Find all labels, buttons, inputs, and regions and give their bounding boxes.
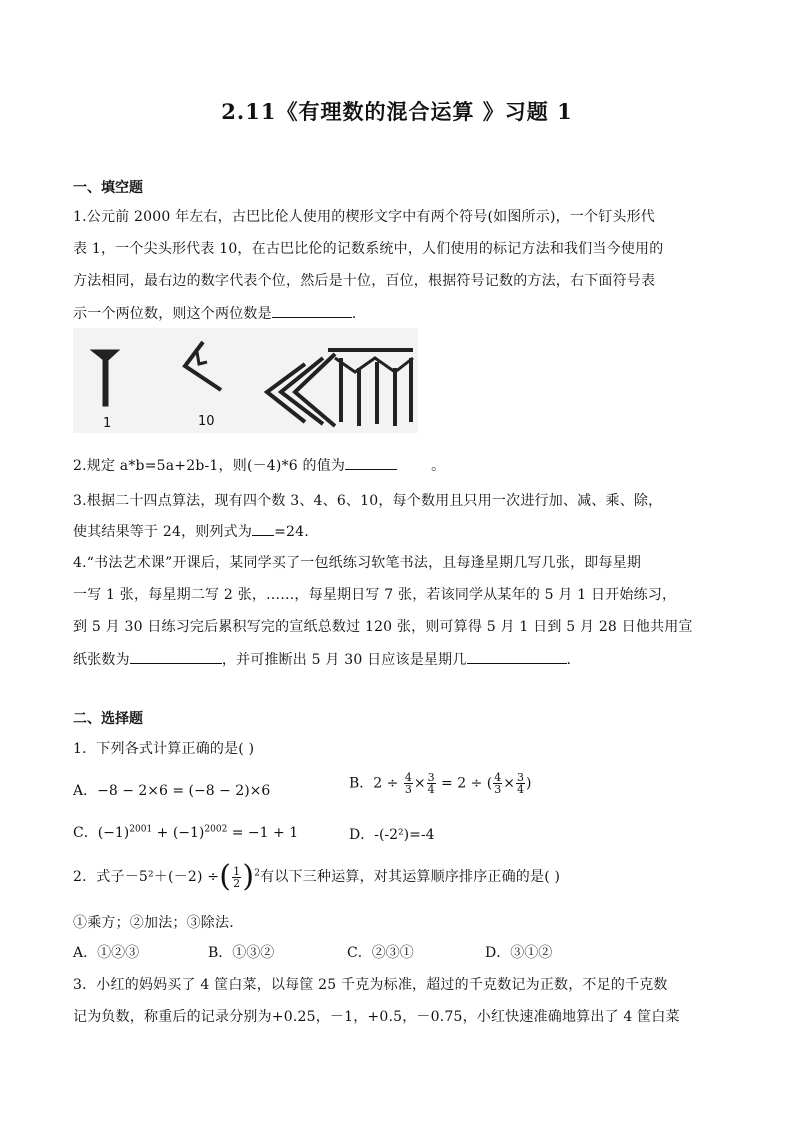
section-heading-fill-blank: 一、填空题 [73,180,143,196]
mc1-c-mid: + (−1) [152,825,205,841]
frac-num: 1 [233,864,241,878]
q1-line4 [73,302,356,323]
mc2-stem-end: 有以下三种运算，对其运算顺序排序正确的是( ) [260,869,561,885]
q4-line2: 一写 1 张，每星期二写 2 张，……，每星期日写 7 张，若该同学从某年的 5 月 1 日开始练习， [73,587,677,603]
mc2-option-b[interactable]: B．①③② [208,945,275,961]
exponent: 2002 [204,824,228,835]
frac-num: 3 [516,771,524,784]
mc1-option-d[interactable]: D．-(-2²)=-4 [349,827,435,843]
mc2-operations: ①乘方；②加法；③除法. [73,915,234,931]
q3-line2 [73,520,309,541]
frac-den: 3 [494,783,502,796]
mc1-c-text: C．(−1) [73,825,130,841]
frac-den: 4 [516,783,524,796]
q2-end: 。 [431,458,446,474]
mc2-option-d[interactable]: D．③①② [485,945,553,961]
page-title: 2.11《有理数的混合运算 》习题 1 [221,99,573,124]
mc1-option-c[interactable] [73,822,298,842]
times-sign: × [413,775,426,792]
mc1-b-text: B．2 ÷ [349,775,399,792]
mc2-option-a[interactable]: A．①②③ [73,945,140,961]
q2-text: 2.规定 a*b=5a+2b-1，则(－4)*6 的值为 [73,458,346,474]
q3-end: =24. [274,524,309,540]
nail-symbol [91,350,119,406]
q4-line4 [73,648,571,669]
q4-end: . [566,652,572,668]
mc1-option-a[interactable]: A．−8 − 2×6 = (−8 − 2)×6 [73,783,271,799]
frac-den: 4 [427,783,435,796]
mc3-line2: 记为负数，称重后的记录分别为+0.25，－1，+0.5，－0.75，小红快速准确地算出了 4 筐白菜 [73,1009,680,1025]
q4-answer-blank-1[interactable] [130,648,222,664]
q2-line [73,454,445,475]
q3-line1: 3.根据二十四点算法，现有四个数 3、4、6、10，每个数用且只用一次进行加、减、乘、除， [73,493,663,509]
mc2-option-c[interactable]: C．②③① [347,945,414,961]
q1-line3: 方法相同，最右边的数字代表个位，然后是十位，百位，根据符号记数的方法，右下面符号表 [73,273,656,289]
q1-line4-end: . [351,306,357,322]
q3-text: 使其结果等于 24，则列式为 [73,524,253,540]
fraction [516,772,525,795]
q4-answer-blank-2[interactable] [467,648,567,664]
close-paren: ) [525,775,532,792]
mc1-stem: 1．下列各式计算正确的是( ) [73,741,255,757]
mc3-line1: 3．小红的妈妈买了 4 筐白菜，以每筐 25 千克为标准，超过的千克数记为正数，不足的千克数 [73,977,668,993]
mc1-option-b[interactable] [349,772,531,795]
q4-text: 纸张数为 [73,652,130,668]
q3-answer-blank[interactable] [252,520,274,536]
mc1-b-eq: = 2 ÷ ( [441,775,493,792]
mc2-stem-text: 2．式子－5²＋(－2) ÷ [73,869,220,885]
fraction [232,866,241,889]
right-paren: ) [242,859,255,894]
q4-mid-text: ，并可推断出 5 月 30 日应该是星期几 [221,652,467,668]
q2-answer-blank[interactable] [345,454,397,470]
q4-line1: 4.“书法艺术课”开课后，某同学买了一包纸练习软笔书法，且每逢星期几写几张，即每星期 [73,555,642,571]
q1-line2: 表 1，一个尖头形代表 10，在古巴比伦的记数系统中，人们使用的标记方法和我们当今使用的 [73,241,664,257]
symbol-label-10: 10 [198,414,215,429]
two-digit-symbol [267,350,413,426]
arrow-symbol [185,342,221,390]
frac-num: 4 [404,771,412,784]
q4-line3: 到 5 月 30 日练习完后累积写完的宣纸总数过 120 张，则可算得 5 月 1 日到 5 月 28 日他共用宣 [73,619,693,635]
fraction [493,772,502,795]
frac-num: 4 [494,771,502,784]
frac-den: 2 [233,876,241,890]
mc1-c-end: = −1 + 1 [227,825,299,841]
mc2-stem [73,859,561,894]
symbol-label-1: 1 [103,416,112,431]
exponent: 2 [254,868,261,879]
section-heading-multiple-choice: 二、选择题 [73,711,143,727]
times-sign: × [503,775,515,792]
exponent: 2001 [129,824,153,835]
cuneiform-symbols-image [73,328,418,433]
cuneiform-figure [73,328,418,433]
q1-line1: 1.公元前 2000 年左右，古巴比伦人使用的楔形文字中有两个符号(如图所示)，一个钉头形代 [73,209,656,225]
q1-answer-blank[interactable] [272,302,352,318]
fraction [427,772,436,795]
q1-line4-text: 示一个两位数，则这个两位数是 [73,306,272,322]
frac-den: 3 [404,783,412,796]
left-paren: ( [219,859,232,894]
fraction [404,772,413,795]
frac-num: 3 [427,771,435,784]
